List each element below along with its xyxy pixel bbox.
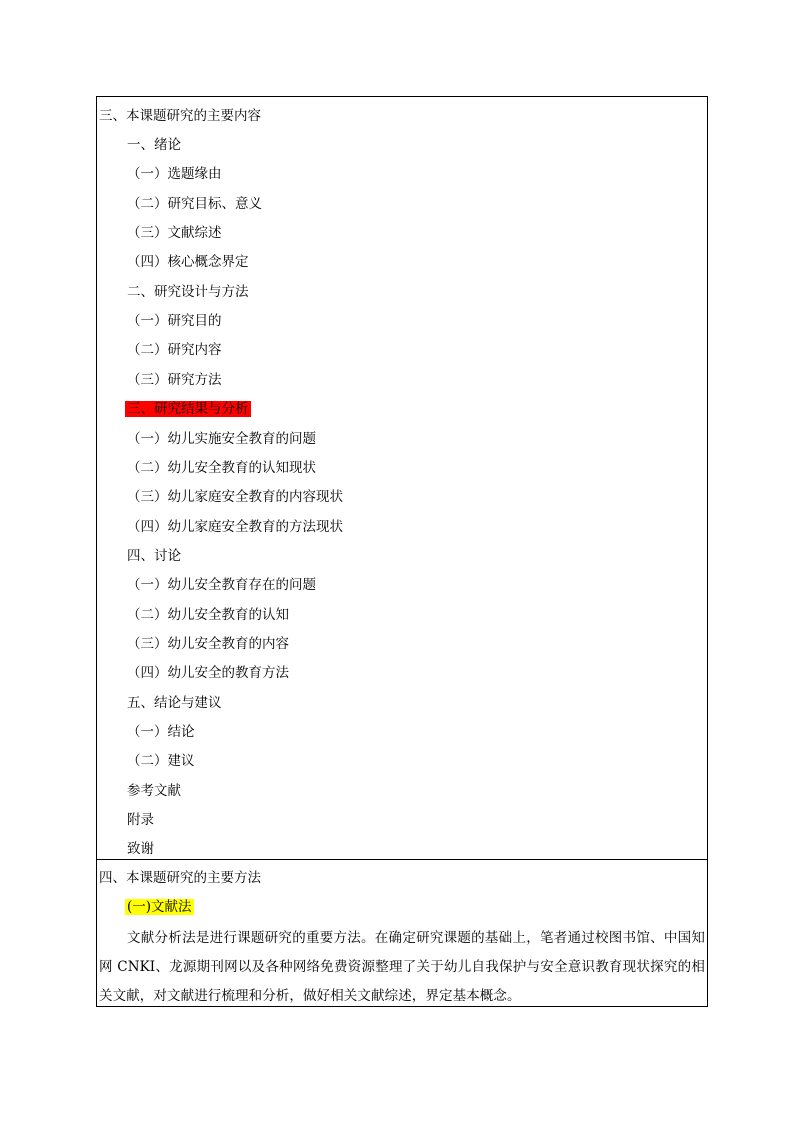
section3-title: 三、本课题研究的主要内容 (99, 108, 261, 124)
outline-text: （二）建议 (127, 753, 195, 770)
outline-text: （四）幼儿家庭安全教育的方法现状 (127, 518, 343, 535)
outline-text: （一）幼儿实施安全教育的问题 (127, 430, 316, 447)
outline-subitem (127, 369, 222, 391)
outline-heading (127, 780, 181, 802)
outline-text: （四）幼儿安全的教育方法 (127, 665, 289, 682)
outline-text: （一）选题缘由 (127, 166, 222, 183)
outline-text: （四）核心概念界定 (127, 254, 249, 271)
outline-text: （三）幼儿安全教育的内容 (127, 635, 289, 652)
outline-heading (127, 692, 222, 714)
outline-text: （二）幼儿安全教育的认知现状 (127, 459, 316, 476)
method-paragraph: 文献分析法是进行课题研究的重要方法。在确定研究课题的基础上，笔者通过校图书馆、中国知网 CNKI、龙源期刊网以及各种网络免费资源整理了关于幼儿自我保护与安全意识教育现状探究的相关文献，对文献进行梳理和分析，做好相关文献综述，界定基本概念。 (99, 930, 705, 1004)
outline-subitem (127, 750, 195, 772)
outline-subitem (127, 222, 222, 244)
outline-subitem (127, 574, 316, 596)
outline-subitem (127, 193, 262, 215)
outline-heading (127, 545, 181, 567)
outline-text: （二）研究内容 (127, 342, 222, 359)
subheading-literature-method (127, 896, 194, 918)
outline-subitem (127, 428, 316, 450)
outline-text: （一）结论 (127, 724, 195, 740)
outline-text: 致谢 (127, 841, 154, 858)
outline-subitem (127, 310, 222, 332)
outline-subitem (127, 251, 249, 273)
outline-heading (127, 838, 154, 860)
outline-subitem (127, 486, 343, 508)
outline-text: （三）文献综述 (127, 225, 222, 242)
highlighted-subheading: (一)文献法 (127, 899, 192, 915)
outline-subitem (127, 604, 289, 626)
outline-heading (127, 281, 249, 303)
outline-subitem (127, 721, 195, 743)
section-main-content (96, 96, 708, 860)
outline-subitem (127, 339, 222, 361)
outline-text: 一、绪论 (127, 137, 181, 153)
section-main-methods (96, 859, 708, 1007)
outline-text: （三）研究方法 (127, 371, 222, 388)
outline-text: 四、讨论 (127, 547, 181, 564)
outline-text: （一）研究目的 (127, 313, 222, 330)
outline-text: 二、研究设计与方法 (127, 283, 249, 300)
outline-subitem (127, 633, 289, 655)
outline-subitem (127, 163, 222, 185)
outline-text: 五、结论与建议 (127, 694, 222, 711)
outline-text: 附录 (127, 812, 154, 829)
outline-text: （二）研究目标、意义 (127, 195, 262, 212)
outline-subitem (127, 516, 343, 538)
outline-text: （二）幼儿安全教育的认知 (127, 606, 289, 623)
outline-heading (127, 398, 251, 420)
outline-subitem (127, 457, 316, 479)
section4-title: 四、本课题研究的主要方法 (99, 870, 261, 886)
outline-text: 参考文献 (127, 782, 181, 799)
outline-heading (127, 809, 154, 831)
outline-subitem (127, 662, 289, 684)
outline-text: （三）幼儿家庭安全教育的内容现状 (127, 489, 343, 506)
outline-heading (127, 134, 181, 156)
outline-text: 三、研究结果与分析 (127, 401, 249, 418)
outline-text: （一）幼儿安全教育存在的问题 (127, 577, 316, 594)
